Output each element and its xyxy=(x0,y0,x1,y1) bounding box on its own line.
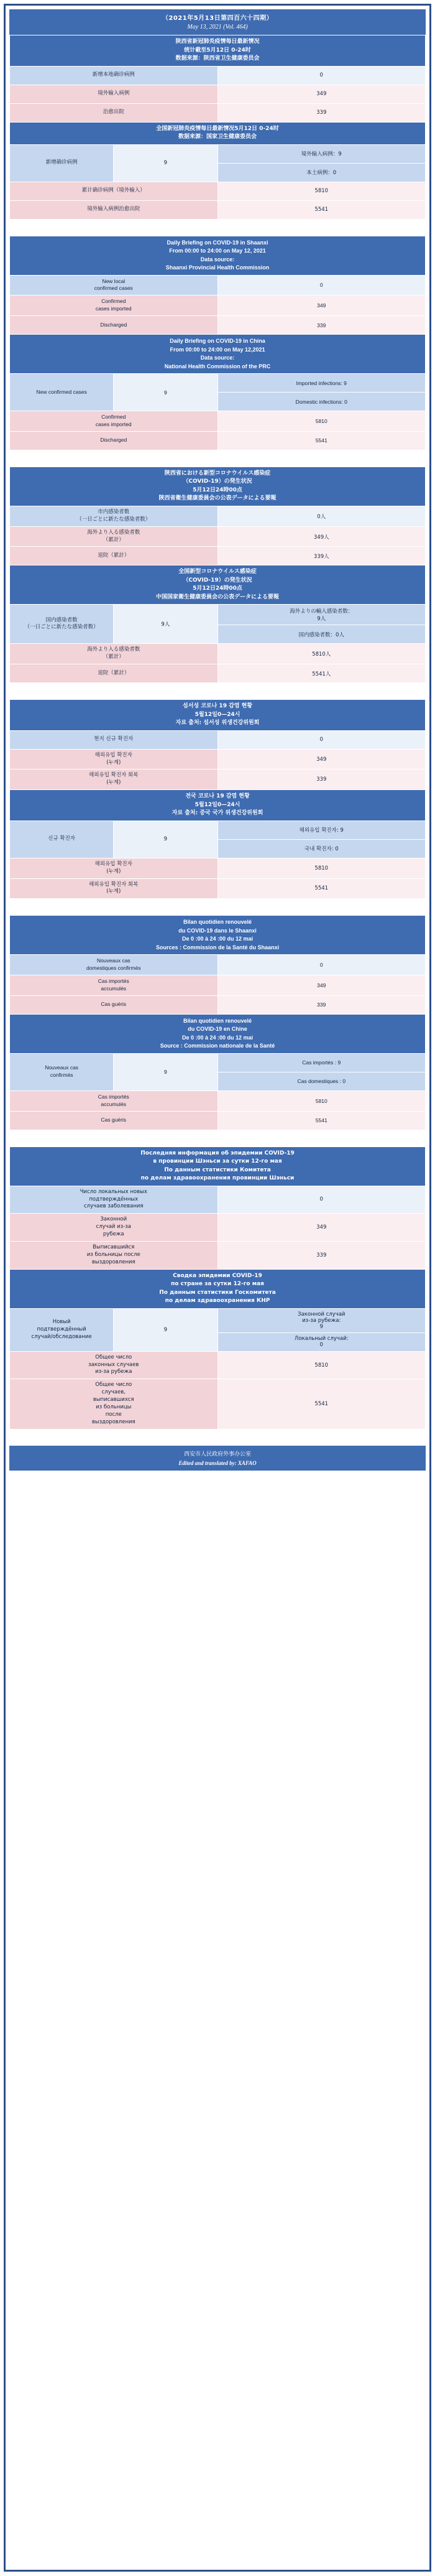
table-row xyxy=(10,878,426,899)
table-row xyxy=(10,821,426,839)
row-label: 市内感染者数 （一日ごとに新たな感染者数） xyxy=(10,506,218,526)
row-label: Законной случай из-за рубежа xyxy=(10,1214,218,1242)
row-label: 海外より入る感染者数 （累計） xyxy=(10,644,218,664)
row-label: 해외유입 확진자 (누계) xyxy=(10,858,218,878)
row-value: 339 xyxy=(218,316,426,335)
document-footer xyxy=(9,1446,426,1471)
row-label: 退院（累計） xyxy=(10,664,218,683)
table-title-national-text: 全国新型コロナウイルス感染症 （COVID-19）の発生状況 5月12日24時00点 中国国家衛生健康委員会の公表データによる要報 xyxy=(10,565,426,605)
row-value: 5810 xyxy=(218,1351,426,1379)
table-row xyxy=(10,66,426,85)
table-row xyxy=(10,182,426,200)
row-value: 349人 xyxy=(218,526,426,547)
table-title-provincial xyxy=(10,1146,426,1186)
row-label: 해외유입 확진자 회복 (누계) xyxy=(10,770,218,790)
table-title-national xyxy=(10,790,426,821)
table-row xyxy=(10,374,426,393)
table-title-provincial-text: 섬서성 코로나 19 감염 현황 5월12일0—24시 자료 출처: 섬서성 위생건강위원회 xyxy=(10,700,426,731)
row-value-total: 9人 xyxy=(114,605,218,644)
table-title-provincial-text: Daily Briefing on COVID-19 in Shaanxi From 00:00 to 24:00 on May 12, 2021 Data source: Shaanxi Provincial Health Commission xyxy=(10,236,426,275)
row-label: New confirmed cases xyxy=(10,374,114,411)
table-row xyxy=(10,431,426,450)
block-spacer xyxy=(9,899,426,915)
row-label: Общее число случаев, выписавшихся из больницы после выздоровления xyxy=(10,1379,218,1429)
table-row xyxy=(10,1379,426,1429)
row-sub-label-domestic: 国内感染者数：0人 xyxy=(218,625,426,644)
row-sub-label-domestic: 국내 확진자: 0 xyxy=(218,839,426,858)
row-label: Discharged xyxy=(10,431,218,450)
row-value: 5541 xyxy=(218,200,426,219)
row-value: 0 xyxy=(218,275,426,295)
row-label: Cas importés accumulés xyxy=(10,975,218,996)
table-title-national-text: 전국 코로나 19 감염 현황 5월12일0—24시 자료 출처: 중국 국가 위생건강위원회 xyxy=(10,790,426,821)
row-value: 5810 xyxy=(218,858,426,878)
block-spacer xyxy=(9,450,426,467)
row-sub-label-domestic: Локальный случай: 0 xyxy=(218,1332,426,1351)
row-label: 해외유입 확진자 회복 (누계) xyxy=(10,878,218,899)
row-value: 0 xyxy=(218,1186,426,1214)
table-title-national xyxy=(10,122,426,144)
table-row xyxy=(10,144,426,163)
table-title-provincial-text: 陕西省新冠肺炎疫情每日最新情况 统计截至5月12日 0-24时 数据来源：陕西省卫生健康委员会 xyxy=(10,35,426,67)
row-label: 신규 확진자 xyxy=(10,821,114,858)
row-label: New local confirmed cases xyxy=(10,275,218,295)
table-row xyxy=(10,295,426,316)
table-row xyxy=(10,1090,426,1111)
table-row xyxy=(10,644,426,664)
row-sub-label-imported: Законной случай из-за рубежа: 9 xyxy=(218,1308,426,1332)
row-value-total: 9 xyxy=(114,1053,218,1090)
row-value: 0 xyxy=(218,955,426,975)
covid-table-shaanxi-kr xyxy=(9,699,426,899)
row-sub-label-imported: Imported infections: 9 xyxy=(218,374,426,393)
table-row xyxy=(10,995,426,1014)
row-label: 境外输入病例 xyxy=(10,85,218,103)
row-value: 0人 xyxy=(218,506,426,526)
table-title-provincial xyxy=(10,916,426,955)
document-frame xyxy=(4,4,431,2572)
table-title-provincial xyxy=(10,236,426,275)
row-value-total: 9 xyxy=(114,144,218,182)
blocks-container xyxy=(9,35,426,1430)
table-title-national xyxy=(10,1269,426,1308)
table-title-provincial xyxy=(10,700,426,731)
row-label: 累计确诊病例（境外输入） xyxy=(10,182,218,200)
table-title-provincial-text: 陝西省における新型コロナウイルス感染症 （COVID-19）の発生状況 5月12日24時00点 陝西省衛生健康委員会の公表データによる要報 xyxy=(10,467,426,506)
table-row xyxy=(10,730,426,749)
table-title-national xyxy=(10,335,426,374)
language-block-shaanxi-en xyxy=(9,236,426,450)
table-row xyxy=(10,1186,426,1214)
row-label: Число локальных новых подтверждённых случаев заболевания xyxy=(10,1186,218,1214)
covid-table-shaanxi-cn xyxy=(9,35,426,220)
table-row xyxy=(10,1053,426,1072)
row-label: Cas guéris xyxy=(10,1111,218,1130)
row-value-total: 9 xyxy=(114,374,218,411)
table-title-national-text: Daily Briefing on COVID-19 in China From 00:00 to 24:00 on May 12,2021 Data source: National Health Commission of the PRC xyxy=(10,335,426,374)
document-header xyxy=(9,9,426,35)
table-title-national-text: 全国新冠肺炎疫情每日最新情况5月12日 0-24时 数据来源：国家卫生健康委员会 xyxy=(10,122,426,144)
footer-office-cn: 西安市人民政府外事办公室 xyxy=(183,1451,251,1458)
row-value: 0 xyxy=(218,66,426,85)
table-title-national-text: Сводка эпидемии COVID-19 по стране за сутки 12-го мая По данным статистики Госкомитета по делам здравоохранения КНР xyxy=(10,1269,426,1308)
covid-table-shaanxi-en xyxy=(9,236,426,450)
row-value: 0 xyxy=(218,730,426,749)
table-row xyxy=(10,1111,426,1130)
table-row xyxy=(10,770,426,790)
table-row xyxy=(10,1214,426,1242)
table-row xyxy=(10,1351,426,1379)
table-row xyxy=(10,547,426,565)
row-label: Nouveaux cas confirmés xyxy=(10,1053,114,1090)
footer-credit-en: Edited and translated by: XAFAO xyxy=(178,1459,257,1466)
row-value: 349 xyxy=(218,295,426,316)
row-sub-label-domestic: 本土病例：0 xyxy=(218,163,426,182)
row-value: 5810 xyxy=(218,182,426,200)
covid-table-shaanxi-ru xyxy=(9,1146,426,1430)
table-row xyxy=(10,605,426,625)
table-row xyxy=(10,664,426,683)
row-label: Cas importés accumulés xyxy=(10,1090,218,1111)
row-value: 349 xyxy=(218,1214,426,1242)
table-row xyxy=(10,316,426,335)
row-value: 5810 xyxy=(218,1090,426,1111)
row-value: 5810人 xyxy=(218,644,426,664)
row-label: 해외유입 확진자 (누계) xyxy=(10,749,218,770)
language-block-shaanxi-kr xyxy=(9,699,426,899)
row-label: Общее число законных случаев из-за рубежа xyxy=(10,1351,218,1379)
block-spacer xyxy=(9,220,426,236)
row-sub-label-imported: 境外输入病例：9 xyxy=(218,144,426,163)
row-label: Discharged xyxy=(10,316,218,335)
row-value: 5810 xyxy=(218,411,426,432)
block-spacer xyxy=(9,683,426,699)
table-row xyxy=(10,955,426,975)
language-block-shaanxi-fr xyxy=(9,915,426,1130)
covid-table-shaanxi-fr xyxy=(9,915,426,1130)
row-value: 349 xyxy=(218,975,426,996)
row-label: Выписавшийся из больницы после выздоровления xyxy=(10,1242,218,1270)
row-label: 国内感染者数 （一日ごとに新たな感染者数） xyxy=(10,605,114,644)
row-value: 5541 xyxy=(218,1379,426,1429)
language-block-shaanxi-jp xyxy=(9,467,426,683)
row-sub-label-imported: 해외유입 확진자: 9 xyxy=(218,821,426,839)
row-label: 退院（累計） xyxy=(10,547,218,565)
table-row xyxy=(10,275,426,295)
row-label: Confirmed cases imported xyxy=(10,295,218,316)
covid-table-shaanxi-jp xyxy=(9,467,426,683)
block-spacer xyxy=(9,1130,426,1146)
row-value: 339 xyxy=(218,770,426,790)
row-value: 339 xyxy=(218,103,426,122)
table-title-provincial-text: Последняя информация об эпидемии COVID-19 в провинции Шэньси за сутки 12-го мая По данным статистики Комитета по делам здравоохранения провинции Шэньси xyxy=(10,1146,426,1186)
row-label: 境外输入病例治愈出院 xyxy=(10,200,218,219)
row-value: 339 xyxy=(218,1242,426,1270)
row-value: 339人 xyxy=(218,547,426,565)
header-issue-cn: （2021年5月13日第四百六十四期） xyxy=(162,15,273,22)
row-value: 349 xyxy=(218,749,426,770)
table-title-national xyxy=(10,565,426,605)
table-row xyxy=(10,506,426,526)
table-title-provincial xyxy=(10,35,426,67)
row-label: 현지 신규 확진자 xyxy=(10,730,218,749)
row-label: 治愈出院 xyxy=(10,103,218,122)
row-value: 5541 xyxy=(218,878,426,899)
row-value: 5541 xyxy=(218,1111,426,1130)
row-sub-label-domestic: Domestic infections: 0 xyxy=(218,393,426,411)
row-sub-label-domestic: Cas domestiques : 0 xyxy=(218,1072,426,1090)
header-issue-en: May 13, 2021 (Vol. 464) xyxy=(187,24,248,30)
table-title-national-text: Bilan quotidien renouvelé du COVID-19 en Chine De 0 :00 à 24 :00 du 12 mai Source : Commission nationale de la Santé xyxy=(10,1014,426,1053)
table-title-provincial xyxy=(10,467,426,506)
row-value-total: 9 xyxy=(114,821,218,858)
row-label: Cas guéris xyxy=(10,995,218,1014)
row-label: Nouveaux cas domestiques confirmés xyxy=(10,955,218,975)
row-value: 349 xyxy=(218,85,426,103)
row-label: 新增确诊病例 xyxy=(10,144,114,182)
table-row xyxy=(10,749,426,770)
table-row xyxy=(10,1308,426,1332)
row-value: 5541人 xyxy=(218,664,426,683)
table-row xyxy=(10,103,426,122)
table-row xyxy=(10,526,426,547)
table-row xyxy=(10,858,426,878)
row-sub-label-imported: 海外よりの輸入感染者数： 9人 xyxy=(218,605,426,625)
table-row xyxy=(10,975,426,996)
table-row xyxy=(10,200,426,219)
table-row xyxy=(10,1242,426,1270)
row-label: 新增本地确诊病例 xyxy=(10,66,218,85)
table-title-provincial-text: Bilan quotidien renouvelé du COVID-19 dans le Shaanxi De 0 :00 à 24 :00 du 12 mai Sources : Commission de la Santé du Shaanxi xyxy=(10,916,426,955)
row-label: Новый подтверждённый случай/обследование xyxy=(10,1308,114,1351)
table-row xyxy=(10,411,426,432)
row-value: 5541 xyxy=(218,431,426,450)
table-row xyxy=(10,85,426,103)
language-block-shaanxi-cn xyxy=(9,35,426,220)
row-value: 339 xyxy=(218,995,426,1014)
row-value-total: 9 xyxy=(114,1308,218,1351)
row-sub-label-imported: Cas importés : 9 xyxy=(218,1053,426,1072)
row-label: Confirmed cases imported xyxy=(10,411,218,432)
table-title-national xyxy=(10,1014,426,1053)
language-block-shaanxi-ru xyxy=(9,1146,426,1430)
row-label: 海外より入る感染者数 （累計） xyxy=(10,526,218,547)
